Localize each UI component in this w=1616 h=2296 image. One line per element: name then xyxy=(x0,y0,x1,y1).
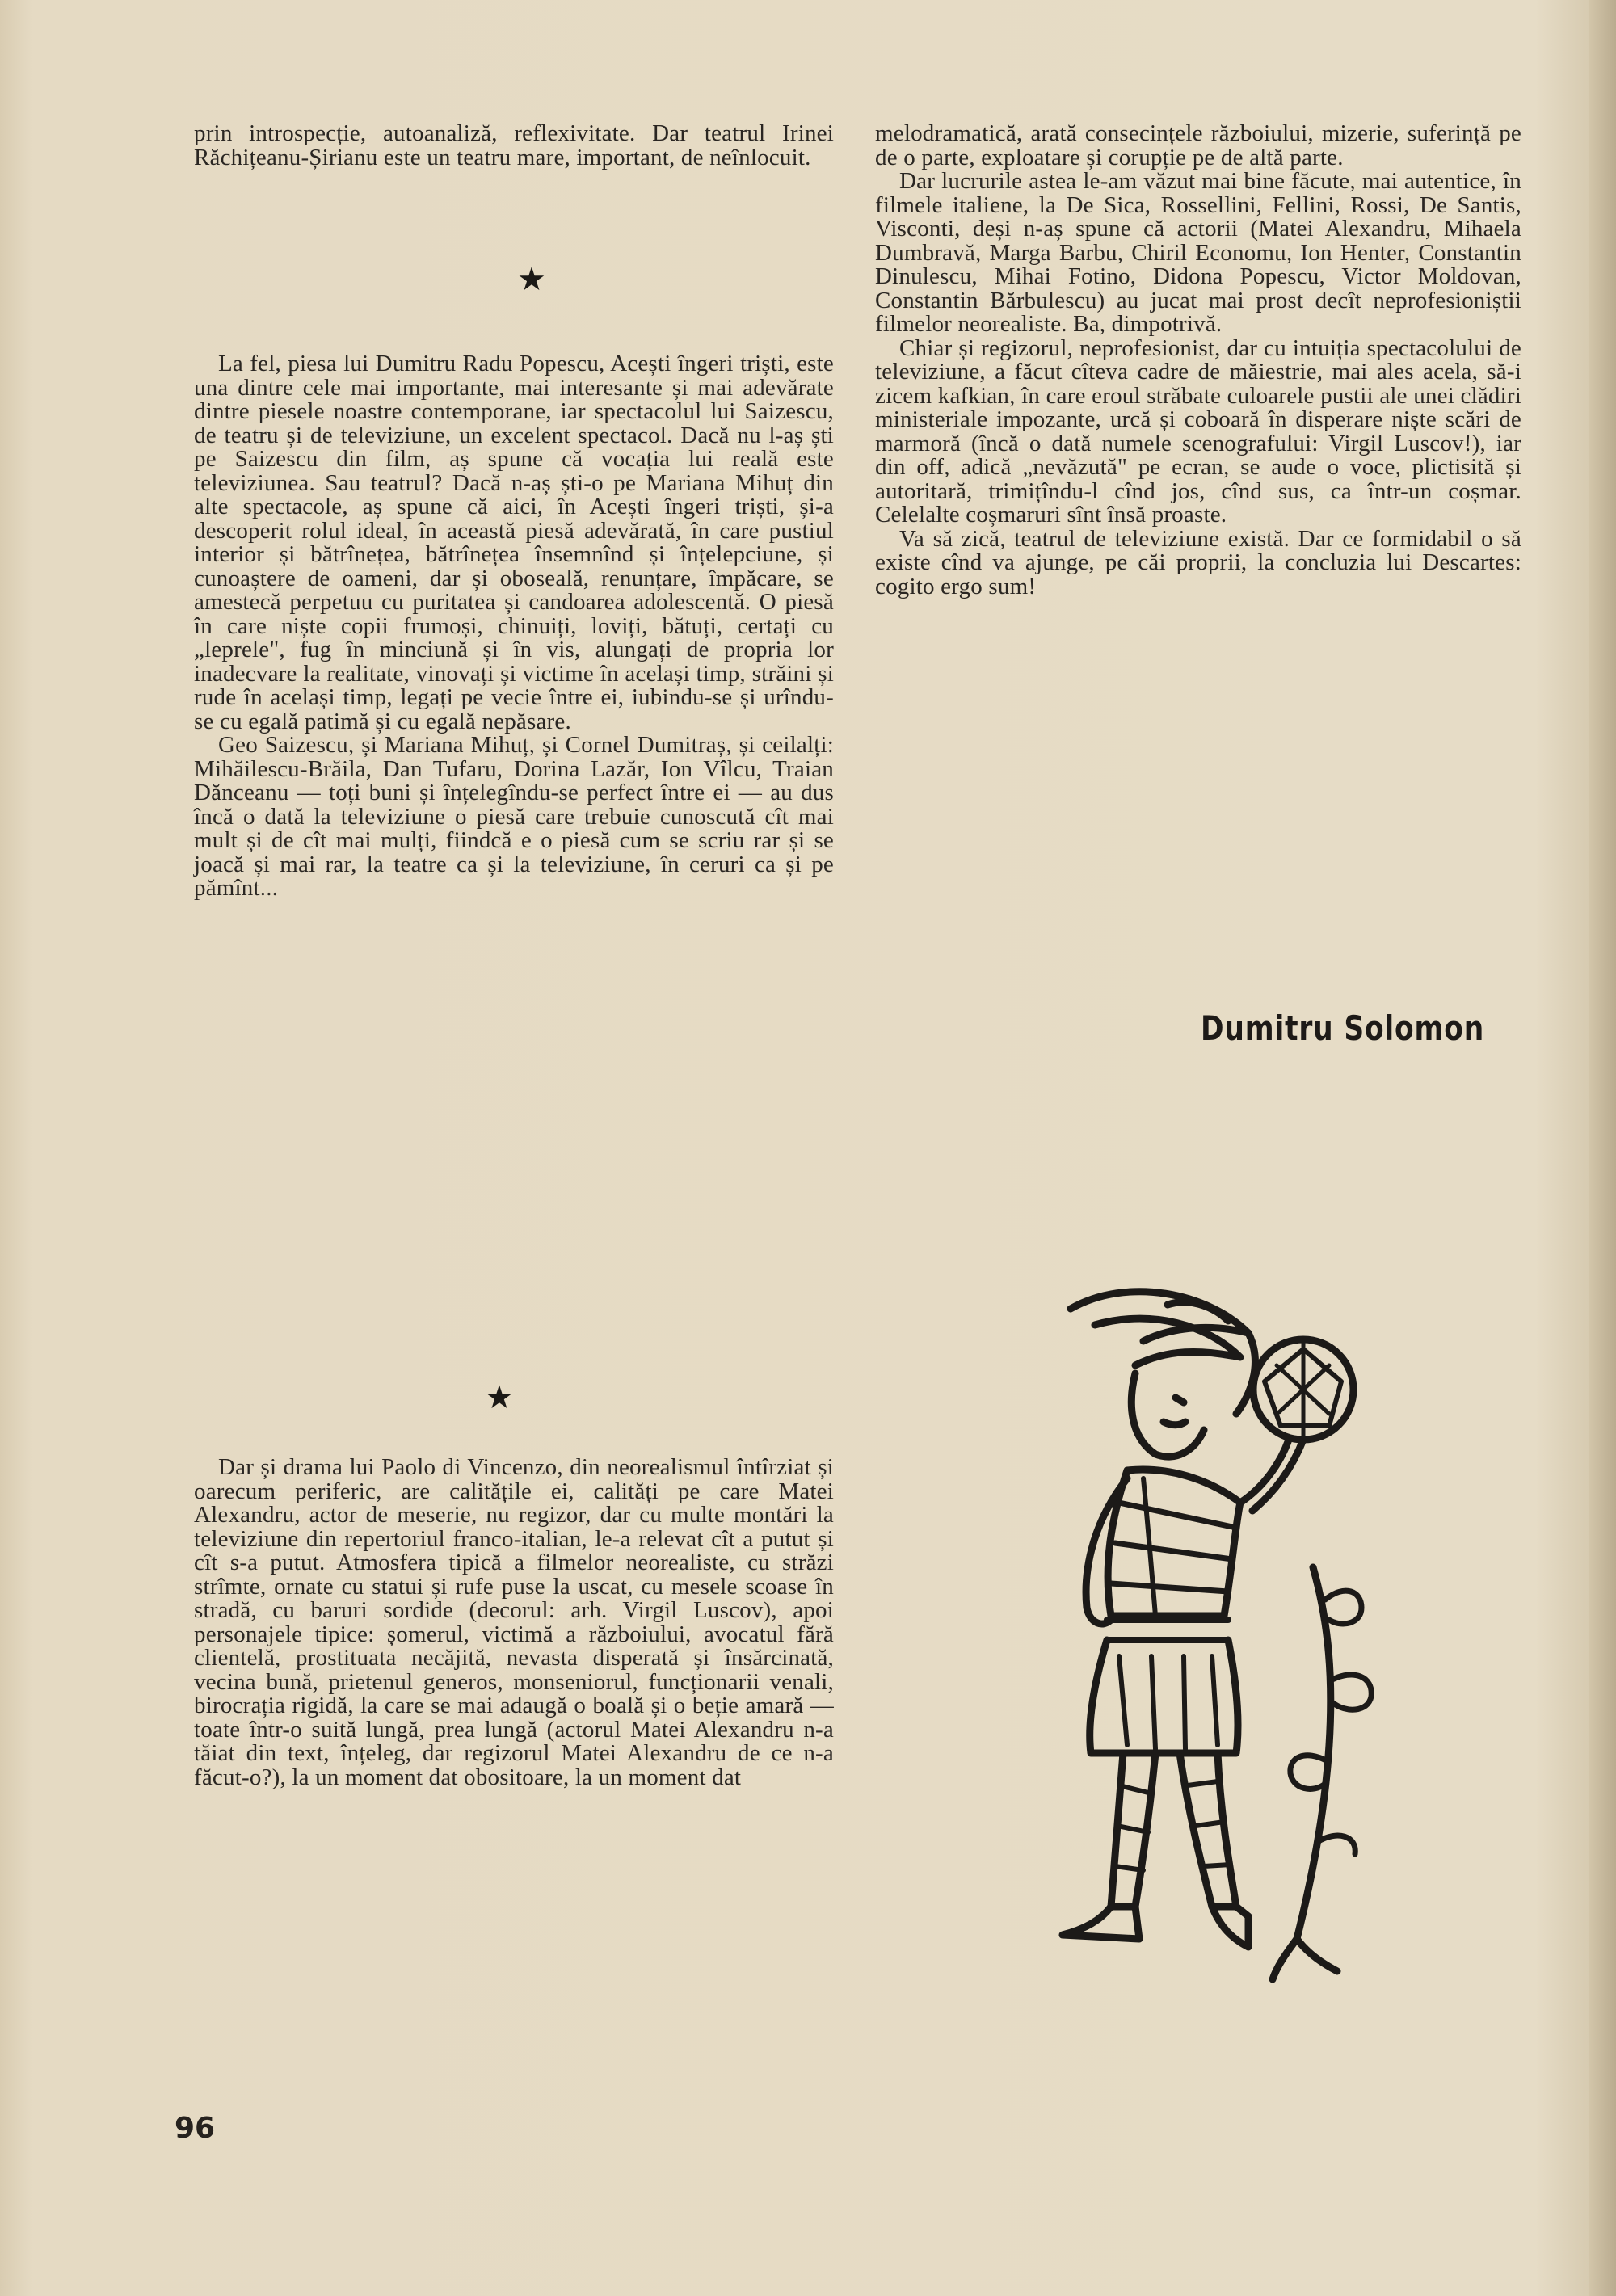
paragraph-melodramatica: melodramatică, arată consecințele războiului, mizerie, suferință pe de o parte, exploatare și corupție pe de altă parte. xyxy=(875,120,1521,170)
left-column-section-2 xyxy=(194,1456,834,1789)
section-star-2: ★ xyxy=(485,1379,514,1416)
left-column-section-1 xyxy=(194,352,834,901)
left-column-intro xyxy=(194,122,834,170)
paragraph-conclusion: Va să zică, teatrul de televiziune există. Dar ce formidabil o să existe cînd va ajunge, pe căi proprii, la concluzia lui Descartes: cogito ergo sum! xyxy=(875,525,1521,599)
right-column xyxy=(875,122,1521,599)
woodcut-figure-icon xyxy=(1006,1260,1458,1987)
paragraph-neorealism: Dar lucrurile astea le-am văzut mai bine făcute, mai autentice, în filmele italiene, la De Sica, Rossellini, Fellini, Rossi, De Santis, Visconti, deși n-aș spune că actorii (Matei Alexandru, Mihaela Dumbravă, Marga Barbu, Chiril Economu, Ion Henter, Constantin Dinulescu, Mihai Fotino, Didona Popescu, Victor Moldovan, Constantin Bărbulescu) au jucat mai prost decît neprofesioniștii filmelor neorealiste. Ba, dimpotrivă. xyxy=(875,168,1521,337)
paragraph-regizor: Chiar și regizorul, neprofesionist, dar cu intuiția spectacolului de televiziune, a făcut cîteva cadre de măiestrie, mai ales acela, să-i zicem kafkian, în care eroul străbate culoarele pustii ale unei clădiri ministeriale impozante, urcă și coboară în disperare niște scări de marmoră (încă o dată numele scenografului: Virgil Luscov!), iar din off, adică „nevăzută" pe ecran, se aude o voce, plictisită și autoritară, trimițîndu-l cînd jos, cînd sus, ca într-un coșmar. Celelalte coșmaruri sînt însă proaste. xyxy=(875,334,1521,528)
paragraph-paolo-di-vincenzo: Dar și drama lui Paolo di Vincenzo, din neorealismul întîrziat și oarecum periferic, are calitățile ei, calități pe care Matei Alexandru, actor de meserie, nu regizor, dar cu multe montări la televiziune din repertoriul franco-italian, le-a relevat cît a putut și cît s-a putut. Atmosfera tipică a filmelor neorealiste, cu străzi strîmte, ornate cu statui și rufe puse la uscat, cu mesele scoase în stradă, cu baruri sordide (decorul: arh. Virgil Luscov), apoi personajele tipice: șomerul, victimă a războiului, avocatul fără clientelă, prostituata necăjită, nevasta disperată și însărcinată, vecina bună, prietenul generos, monseniorul, funcționarii venali, birocrația rigidă, la care se mai adaugă o boală și o beție amară — toate într-o suită lungă, prea lungă (actorul Matei Alexandru n-a tăiat din text, înțeleg, dar regizorul Matei Alexandru de ce n-a făcut-o?), la un moment dat obositoare, la un moment dat xyxy=(194,1454,834,1790)
intro-paragraph: prin introspecție, autoanaliză, reflexivitate. Dar teatrul Irinei Răchițeanu-Șirianu este un teatru mare, important, de neînlocuit. xyxy=(194,120,834,170)
paragraph-acesti-ingeri-tristi: La fel, piesa lui Dumitru Radu Popescu, Acești îngeri triști, este una dintre cele mai importante, mai interesante și mai adevărate dintre piesele noastre contemporane, iar spectacolul lui Saizescu, de teatru și de televiziune, un excelent spectacol. Dacă nu l-aș ști pe Saizescu din film, aș spune că vocația lui reală este televiziunea. Sau teatrul? Dacă n-aș ști-o pe Mariana Mihuț din alte spectacole, aș spune că aici, în Acești îngeri triști, și-a descoperit rolul ideal, în această piesă adevărată, în care pustiul interior și bătrînețea, bătrînețea însemnînd și înțelepciune, și cunoaștere de oameni, dar și oboseală, renunțare, împăcare, se amestecă perpetuu cu puritatea și candoarea adolescentă. O piesă în care niște copii frumoși, chinuiți, loviți, bătuți, certați cu „leprele", fug în minciună și în vis, alungați de propria lor inadecvare la realitate, vinovați și victime în același timp, străini și rude în același timp, legați pe vecie între ei, iubindu-se și urîndu-se cu egală patimă și cu egală nepăsare. xyxy=(194,351,834,734)
author-signature: Dumitru Solomon xyxy=(1201,1008,1485,1048)
page-gutter-shadow xyxy=(1589,0,1616,2296)
section-star-1: ★ xyxy=(517,261,546,298)
paragraph-cast: Geo Saizescu, și Mariana Mihuț, și Cornel Dumitraș, și ceilalți: Mihăilescu-Brăila, Dan Tufaru, Dorina Lazăr, Ion Vîlcu, Traian Dănceanu — toți buni și înțelegîndu-se perfect între ei — au dus încă o dată la televiziune o piesă care trebuie cunoscută cît mai mult și de cît mai mulți, fiindcă e o piesă cum se scriu rar și se joacă și mai rar, la teatre ca și la televiziune, în ceruri ca și pe pămînt... xyxy=(194,732,834,901)
page-number: 96 xyxy=(175,2112,216,2145)
